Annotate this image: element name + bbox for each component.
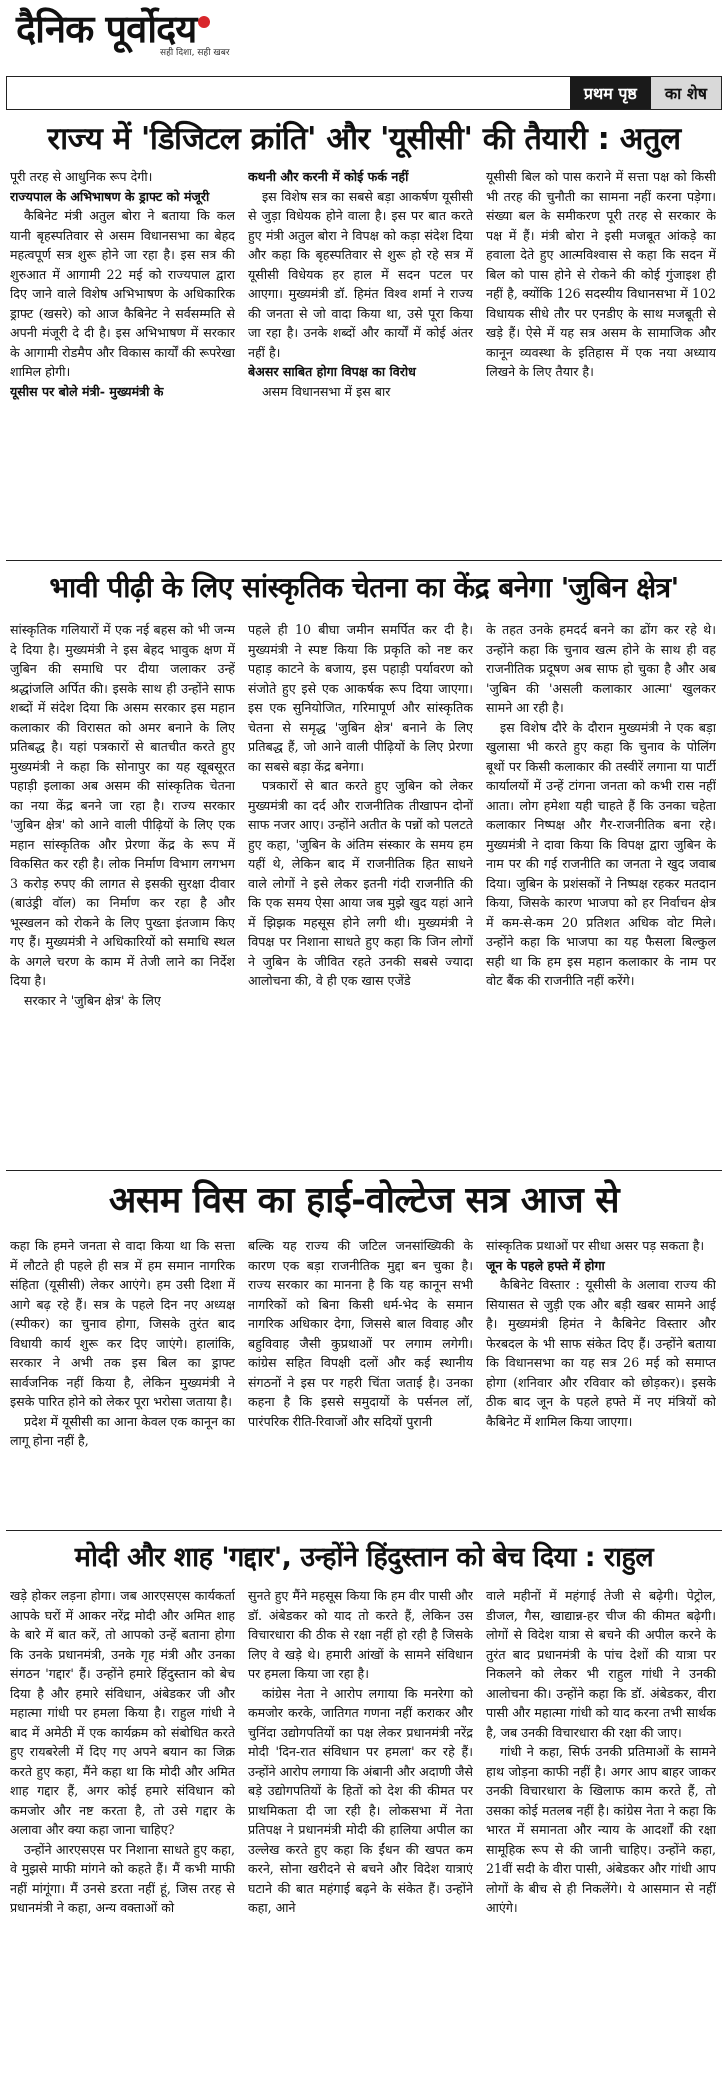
subheading: जून के पहले हफ्ते में होगा [486, 1257, 605, 1273]
paragraph: गांधी ने कहा, सिर्फ उनकी प्रतिमाओं के सामने हाथ जोड़ना काफी नहीं है। अगर आप बाहर जाकर उनकी विचारधारा के खिलाफ काम करते हैं, तो उसका कोई मतलब नहीं है। कांग्रेस नेता ने कहा कि भारत में समानता और न्याय के आदर्शों की रक्षा सामूहिक रूप से की जानी चाहिए। उन्होंने कहा, 21वीं सदी के वीरा पासी, अंबेडकर और गांधी आप लोगों के बीच से ही निकलेंगे। ये आसमान से नहीं आएंगे। [486, 1744, 716, 1915]
paragraph: सुनते हुए मैंने महसूस किया कि हम वीर पासी और डॉ. अंबेडकर को याद तो करते हैं, लेकिन उस विचारधारा की ठीक से रक्षा नहीं हो रही है जिसके लिए वे खड़े थे। हमारी आंखों के सामने संविधान पर हमला किया जा रहा है। [248, 1588, 473, 1681]
article-4-col-3 [486, 1586, 716, 2082]
newspaper-logo: दैनिक पूर्वोदय [16, 2, 210, 54]
article-2-col-2 [248, 620, 473, 1168]
subheading: कथनी और करनी में कोई फर्क नहीं [248, 169, 409, 184]
article-3-divider [6, 1530, 722, 1531]
paragraph: असम विधानसभा में इस बार [262, 383, 391, 399]
paragraph: कैबिनेट विस्तार : यूसीसी के अलावा राज्य की सियासत से जुड़ी एक और बड़ी खबर सामने आई है। मुख्यमंत्री हिमंत ने कैबिनेट विस्तार और फेरबदल के भी साफ संकेत दिए हैं। उन्होंने बताया कि विधानसभा का यह सत्र 26 मई को समाप्त होगा (शनिवार और रविवार को छोड़कर)। इसके ठीक बाद जून के पहले हफ्ते में नए मंत्रियों को कैबिनेट में शामिल किया जाएगा। [486, 1277, 716, 1429]
paragraph: वाले महीनों में महंगाई तेजी से बढ़ेगी। पेट्रोल, डीजल, गैस, खाद्यान्न-हर चीज की कीमत बढ़ेगी। लोगों से विदेश यात्रा से बचने की अपील करने के तुरंत बाद प्रधानमंत्री के पांच देशों की यात्रा पर निकलने को लेकर भी राहुल गांधी ने उनकी आलोचना की। उन्होंने कहा कि डॉ. अंबेडकर, वीरा पासी और महात्मा गांधी को याद करना तभी सार्थक है, जब उनकी विचारधारा की रक्षा की जाए। [486, 1588, 716, 1740]
paragraph: इस विशेष सत्र का सबसे बड़ा आकर्षण यूसीसी से जुड़ा विधेयक होने वाला है। इस पर बात करते हुए मंत्री अतुल बोरा ने विपक्ष को कड़ा संदेश दिया और कहा कि बृहस्पतिवार से शुरू हो रहे सत्र में यूसीसी विधेयक हर हाल में सदन पटल पर आएगा। मुख्यमंत्री डॉ. हिमंत विश्व शर्मा ने राज्य की जनता से जो वादा किया था, उसे पूरा किया जा रहा है। उनके शब्दों और कार्यों में कोई अंतर नहीं है। [248, 188, 473, 360]
page-navbar [6, 76, 722, 110]
masthead [0, 0, 728, 72]
article-2-headline: भावी पीढ़ी के लिए सांस्कृतिक चेतना का केंद्र बनेगा 'जुबिन क्षेत्र' [49, 571, 679, 604]
article-4-col-2 [248, 1586, 473, 2082]
paragraph: कांग्रेस नेता ने आरोप लगाया कि मनरेगा को कमजोर करके, जातिगत गणना नहीं कराकर और चुनिंदा उद्योगपतियों का पक्ष लेकर प्रधानमंत्री नरेंद्र मोदी 'दिन-रात संविधान पर हमला' कर रहे हैं। उन्होंने आरोप लगाया कि अंबानी और अदाणी जैसे बड़े उद्योगपतियों के हितों को देश की कीमत पर प्राथमिकता दी जा रही है। लोकसभा में नेता प्रतिपक्ष ने प्रधानमंत्री मोदी की हालिया अपील का उल्लेख करते हुए कहा कि ईंधन की खपत कम करने, सोना खरीदने से बचने और विदेश यात्राएं घटाने की बात महंगाई बढ़ने के संकेत हैं। उन्होंने कहा, आने [248, 1685, 473, 1915]
article-3-col-1 [10, 1236, 235, 1526]
tab-front-page[interactable]: प्रथम पृष्ठ [570, 77, 651, 109]
masthead-tagline: सही दिशा, सही खबर [160, 48, 230, 58]
paragraph: सांस्कृतिक गलियारों में एक नई बहस को भी जन्म दे दिया है। मुख्यमंत्री ने इस बेहद भावुक क्षण में जुबिन की समाधि पर दीया जलाकर उन्हें श्रद्धांजलि अर्पित की। इसके साथ ही उन्होंने साफ शब्दों में संदेश दिया कि असम सरकार इस महान कलाकार की विरासत को अमर बनाने के लिए प्रतिबद्ध है। यहां पत्रकारों से बातचीत करते हुए मुख्यमंत्री ने कहा कि सोनापुर का यह खूबसूरत पहाड़ी इलाका अब असम की सांस्कृतिक चेतना का नया केंद्र बनने जा रहा है। राज्य सरकार 'जुबिन क्षेत्र' को आने वाली पीढ़ियों के लिए एक महान सांस्कृतिक और प्रेरणा केंद्र के रूप में विकसित कर रही है। लोक निर्माण विभाग लगभग 3 करोड़ रुपए की लागत से इसकी सुरक्षा दीवार (बाउंड्री वॉल) का निर्माण कर रहा है और भूस्खलन को रोकने के लिए पुख्ता इंतजाम किए गए हैं। मुख्यमंत्री ने अधिकारियों को समाधि स्थल के अगले चरण के काम में तेजी लाने का निर्देश दिया है। [10, 622, 235, 988]
paragraph: प्रदेश में यूसीसी का आना केवल एक कानून का लागू होना नहीं है, [10, 1413, 235, 1448]
article-2-col-1 [10, 620, 235, 1168]
paragraph: यूसीसी बिल को पास कराने में सत्ता पक्ष को किसी भी तरह की चुनौती का सामना नहीं करना पड़ेगा। संख्या बल के समीकरण पूरी तरह से सरकार के पक्ष में हैं। मंत्री बोरा ने इसी मजबूत आंकड़े का हवाला देते हुए आत्मविश्वास से कहा कि सदन में बिल को पास होने से रोकने की कोई गुंजाइश ही नहीं है, क्योंकि 126 सदस्यीय विधानसभा में 102 विधायक सीधे तौर पर एनडीए के साथ मजबूती से खड़े हैं। ऐसे में यह सत्र असम के सामाजिक और कानून व्यवस्था के इतिहास में एक नया अध्याय लिखने के लिए तैयार है। [486, 169, 716, 379]
paragraph: के तहत उनके हमदर्द बनने का ढोंग कर रहे थे। उन्होंने कहा कि चुनाव खत्म होने के साथ ही वह राजनीतिक प्रदूषण अब साफ हो चुका है और अब 'जुबिन की 'असली कलाकार आत्मा' खुलकर सामने आ रही है। [486, 622, 716, 715]
paragraph: सांस्कृतिक प्रथाओं पर सीधा असर पड़ सकता है। [486, 1238, 705, 1253]
paragraph: उन्होंने आरएसएस पर निशाना साधते हुए कहा, वे मुझसे माफी मांगने को कहते हैं। मैं कभी माफी नहीं मांगूंगा। मैं उनसे डरता नहीं हूं, जिस तरह से प्रधानमंत्री ने कहा, अन्य वक्ताओं को [10, 1841, 235, 1915]
paragraph: सरकार ने 'जुबिन क्षेत्र' के लिए [24, 992, 161, 1008]
paragraph: पत्रकारों से बात करते हुए जुबिन को लेकर मुख्यमंत्री का दर्द और राजनीतिक तीखापन दोनों साफ नजर आए। उन्होंने अतीत के पन्नों को पलटते हुए कहा, 'जुबिन के अंतिम संस्कार के समय हम यहीं थे, लेकिन बाद में राजनीतिक हित साधने वाले लोगों ने इसे लेकर इतनी गंदी राजनीति की कि एक समय ऐसा आया जब मुझे खुद यहां आने में झिझक महसूस होने लगी थी। मुख्यमंत्री ने विपक्ष पर निशाना साधते हुए कहा कि जिन लोगों ने जुबिन के जीवित रहते उनकी सबसे ज्यादा आलोचना की, वे ही एक खास एजेंडे [248, 778, 473, 988]
subheading: राज्यपाल के अभिभाषण के ड्राफ्ट को मंजूरी [10, 188, 210, 204]
paragraph: इस विशेष दौरे के दौरान मुख्यमंत्री ने एक बड़ा खुलासा भी करते हुए कहा कि चुनाव के पोलिंग बूथों पर किसी कलाकार की तस्वीरें लगाना या पार्टी कार्यालयों में उन्हें टांगना जनता को कभी रास नहीं आता। लोग हमेशा यही चाहते हैं कि उनका चहेता कलाकार निष्पक्ष और गैर-राजनीतिक बना रहे। मुख्यमंत्री ने दावा किया कि विपक्ष द्वारा जुबिन के नाम पर की गई राजनीति का जनता ने खुद जवाब दिया। जुबिन के प्रशंसकों ने निष्पक्ष रहकर मतदान किया, जिसके कारण भाजपा को हर निर्वाचन क्षेत्र में कम-से-कम 20 प्रतिशत अधिक वोट मिले। उन्होंने कहा कि भाजपा का यह फैसला बिल्कुल सही था कि हम इस महान कलाकार के नाम पर वोट बैंक की राजनीति नहीं करेंगे। [486, 719, 716, 988]
paragraph: बल्कि यह राज्य की जटिल जनसांख्यिकी के कारण एक बड़ा राजनीतिक मुद्दा बन चुका है। राज्य सरकार का मानना है कि यह कानून सभी नागरिकों को बिना किसी धर्म-भेद के समान नागरिक अधिकार देगा, जिससे बाल विवाह और बहुविवाह जैसी कुप्रथाओं पर लगाम लगेगी। कांग्रेस सहित विपक्षी दलों और कई स्थानीय संगठनों ने इस पर गहरी चिंता जताई है। उनका कहना है कि इससे समुदायों के पर्सनल लॉ, पारंपरिक रीति-रिवाजों और सदियों पुरानी [248, 1238, 473, 1429]
logo-dot-icon [198, 16, 210, 28]
article-3-col-2 [248, 1236, 473, 1526]
subheading: बेअसर साबित होगा विपक्ष का विरोध [248, 364, 416, 379]
article-3-headline: असम विस का हाई-वोल्टेज सत्र आज से [108, 1180, 620, 1221]
subheading: यूसीस पर बोले मंत्री- मुख्यमंत्री के [10, 383, 164, 399]
article-1-col-2 [248, 167, 473, 557]
article-1-col-1 [10, 167, 235, 557]
article-2-col-3 [486, 620, 716, 1168]
article-2-divider [6, 1170, 722, 1171]
article-1-headline: राज्य में 'डिजिटल क्रांति' और 'यूसीसी' की तैयारी : अतुल [47, 121, 681, 157]
tab-continued[interactable]: का शेष [651, 77, 721, 109]
article-1-divider [6, 560, 722, 561]
article-4-col-1 [10, 1586, 235, 2082]
paragraph: पूरी तरह से आधुनिक रूप देगी। [10, 169, 153, 184]
article-1-col-3 [486, 167, 716, 557]
article-3-col-3 [486, 1236, 716, 1526]
paragraph: कहा कि हमने जनता से वादा किया था कि सत्ता में लौटते ही पहले ही सत्र में हम समान नागरिक संहिता (यूसीसी) लेकर आएंगे। हम उसी दिशा में आगे बढ़ रहे हैं। सत्र के पहले दिन नए अध्यक्ष (स्पीकर) का चुनाव होगा, जिसके तुरंत बाद विधायी कार्य शुरू कर दिए जाएंगे। हालांकि, सरकार ने अभी तक इस बिल का ड्राफ्ट सार्वजनिक नहीं किया है, लेकिन मुख्यमंत्री ने इसके पारित होने को लेकर पूरा भरोसा जताया है। [10, 1238, 235, 1409]
paragraph: पहले ही 10 बीघा जमीन समर्पित कर दी है। मुख्यमंत्री ने स्पष्ट किया कि प्रकृति को नष्ट कर पहाड़ काटने के बजाय, इस पहाड़ी पर्यावरण को संजोते हुए इसे एक आकर्षक रूप दिया जाएगा। इस एक सुनियोजित, गरिमापूर्ण और सांस्कृतिक चेतना से समृद्ध 'जुबिन क्षेत्र' बनाने के लिए प्रतिबद्ध हैं, जो आने वाली पीढ़ियों के लिए प्रेरणा का सबसे बड़ा केंद्र बनेगा। [248, 622, 473, 774]
article-4-headline: मोदी और शाह 'गद्दार', उन्होंने हिंदुस्तान को बेच दिया : राहुल [74, 1542, 654, 1573]
paragraph: खड़े होकर लड़ना होगा। जब आरएसएस कार्यकर्ता आपके घरों में आकर नरेंद्र मोदी और अमित शाह के बारे में बात करें, तो आपको उन्हें बताना होगा कि उनके प्रधानमंत्री, उनके गृह मंत्री और उनका संगठन 'गद्दार' हैं। उन्होंने हमारे हिंदुस्तान को बेच दिया है और हमारे संविधान, अंबेडकर जी और महात्मा गांधी पर हमला किया है। राहुल गांधी ने बाद में अमेठी में एक कार्यक्रम को संबोधित करते हुए रायबरेली में दिए गए अपने बयान का जिक्र करते हुए कहा, मैंने कहा था कि मोदी और अमित शाह गद्दार हैं, अगर कोई हमारे संविधान को कमजोर और नष्ट करता है, तो उसे गद्दार के अलावा और क्या कहा जाना चाहिए? [10, 1588, 235, 1837]
paragraph: कैबिनेट मंत्री अतुल बोरा ने बताया कि कल यानी बृहस्पतिवार से असम विधानसभा का बेहद महत्वपूर्ण सत्र शुरू होने जा रहा है। इस सत्र की शुरुआत में आगामी 22 मई को राज्यपाल द्वारा दिए जाने वाले विशेष अभिभाषण के अधिकारिक ड्राफ्ट (खसरे) को आज कैबिनेट ने सर्वसम्मति से अपनी मंजूरी दे दी है। इस अभिभाषण में सरकार के आगामी रोडमैप और विकास कार्यों की रूपरेखा शामिल होगी। [10, 208, 235, 379]
